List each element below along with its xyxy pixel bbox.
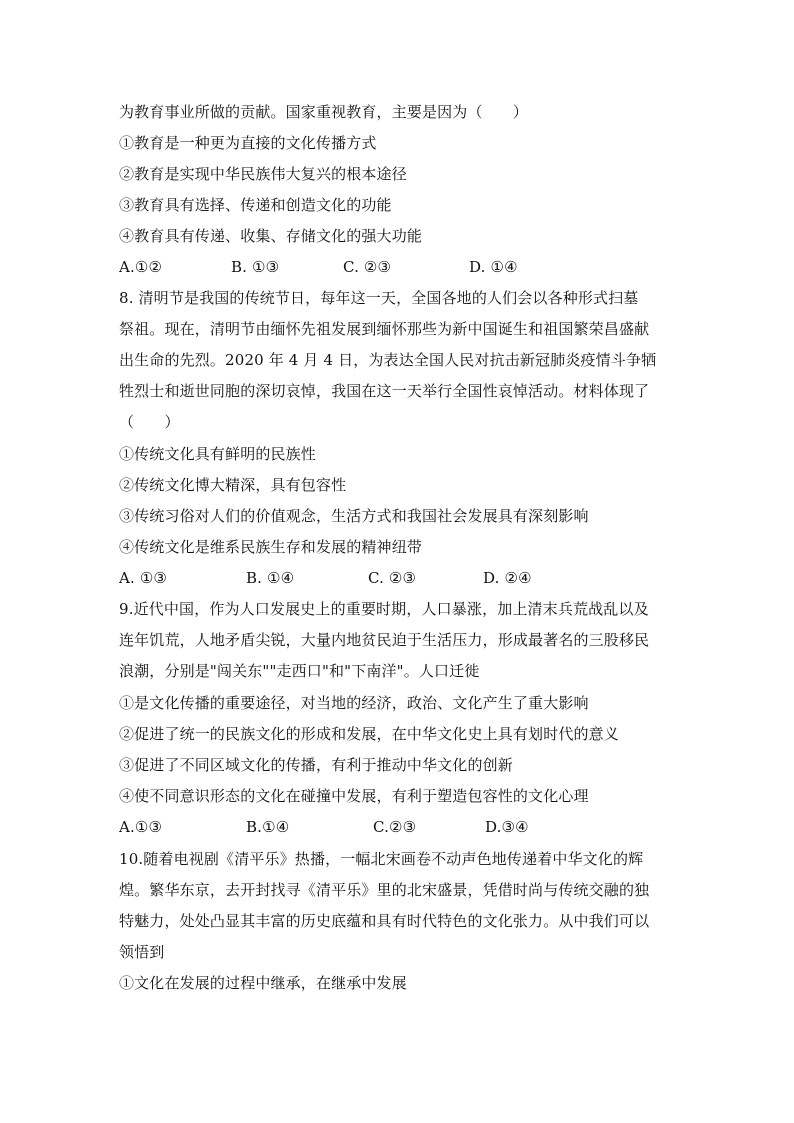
- q7-option-c: C. ②③: [343, 258, 392, 276]
- q8-option-b: B. ①④: [246, 569, 295, 587]
- q10-stem-line-3: 特魅力，处处凸显其丰富的历史底蕴和具有时代特色的文化张力。从中我们可以: [119, 912, 650, 930]
- q8-stem-line-1: 8. 清明节是我国的传统节日，每年这一天，全国各地的人们会以各种形式扫墓: [119, 289, 639, 307]
- q9-option-a: A.①③: [119, 818, 163, 836]
- q7-stem-tail: 为教育事业所做的贡献。国家重视教育，主要是因为（ ）: [119, 103, 529, 121]
- q8-option-d: D. ②④: [483, 569, 532, 587]
- q7-choice-1: ①教育是一种更为直接的文化传播方式: [119, 134, 377, 152]
- q8-stem-line-2: 祭祖。现在，清明节由缅怀先祖发展到缅怀那些为新中国诞生和祖国繁荣昌盛献: [119, 320, 650, 338]
- q8-option-c: C. ②③: [368, 569, 417, 587]
- q9-choice-2: ②促进了统一的民族文化的形成和发展，在中华文化史上具有划时代的意义: [119, 725, 619, 743]
- q8-stem-line-5: （ ）: [119, 413, 180, 431]
- q8-option-a: A. ①③: [119, 569, 168, 587]
- q10-stem-line-1: 10.随着电视剧《清平乐》热播，一幅北宋画卷不动声色地传递着中华文化的辉: [119, 850, 644, 868]
- q7-choice-4: ④教育具有传递、收集、存储文化的强大功能: [119, 227, 423, 245]
- q8-options: [119, 566, 684, 590]
- q10-stem-line-4: 领悟到: [119, 943, 165, 961]
- q9-stem-line-3: 浪潮，分别是"闯关东""走西口"和"下南洋"。人口迁徙: [119, 662, 480, 680]
- q7-option-a: A.①②: [119, 258, 163, 276]
- q9-choice-1: ①是文化传播的重要途径，对当地的经济，政治、文化产生了重大影响: [119, 694, 589, 712]
- q7-choice-2: ②教育是实现中华民族伟大复兴的根本途径: [119, 165, 407, 183]
- q8-choice-1: ①传统文化具有鲜明的民族性: [119, 445, 316, 463]
- q9-stem-line-2: 连年饥荒，人地矛盾尖锐，大量内地贫民迫于生活压力，形成最著名的三股移民: [119, 631, 650, 649]
- q7-option-b: B. ①③: [231, 258, 280, 276]
- q7-option-d: D. ①④: [469, 258, 518, 276]
- q9-choice-4: ④使不同意识形态的文化在碰撞中发展，有利于塑造包容性的文化心理: [119, 787, 589, 805]
- q10-choice-1: ①文化在发展的过程中继承，在继承中发展: [119, 974, 407, 992]
- q9-options: [119, 815, 684, 839]
- q9-stem-line-1: 9.近代中国，作为人口发展史上的重要时期，人口暴涨，加上清末兵荒战乱以及: [119, 600, 649, 618]
- q7-choice-3: ③教育具有选择、传递和创造文化的功能: [119, 196, 392, 214]
- q9-option-c: C.②③: [373, 818, 417, 836]
- q8-choice-2: ②传统文化博大精深，具有包容性: [119, 476, 347, 494]
- q7-options: [119, 255, 684, 279]
- q9-choice-3: ③促进了不同区域文化的传播，有利于推动中华文化的创新: [119, 756, 513, 774]
- q10-stem-line-2: 煌。繁华东京，去开封找寻《清平乐》里的北宋盛景，凭借时尚与传统交融的独: [119, 881, 650, 899]
- q8-stem-line-3: 出生命的先烈。2020 年 4 月 4 日，为表达全国人民对抗击新冠肺炎疫情斗争牺: [119, 351, 657, 369]
- q8-stem-line-4: 牲烈士和逝世同胞的深切哀悼，我国在这一天举行全国性哀悼活动。材料体现了: [119, 382, 650, 400]
- q8-choice-3: ③传统习俗对人们的价值观念，生活方式和我国社会发展具有深刻影响: [119, 507, 589, 525]
- q9-option-d: D.③④: [485, 818, 529, 836]
- q9-option-b: B.①④: [246, 818, 290, 836]
- q8-choice-4: ④传统文化是维系民族生存和发展的精神纽带: [119, 538, 423, 556]
